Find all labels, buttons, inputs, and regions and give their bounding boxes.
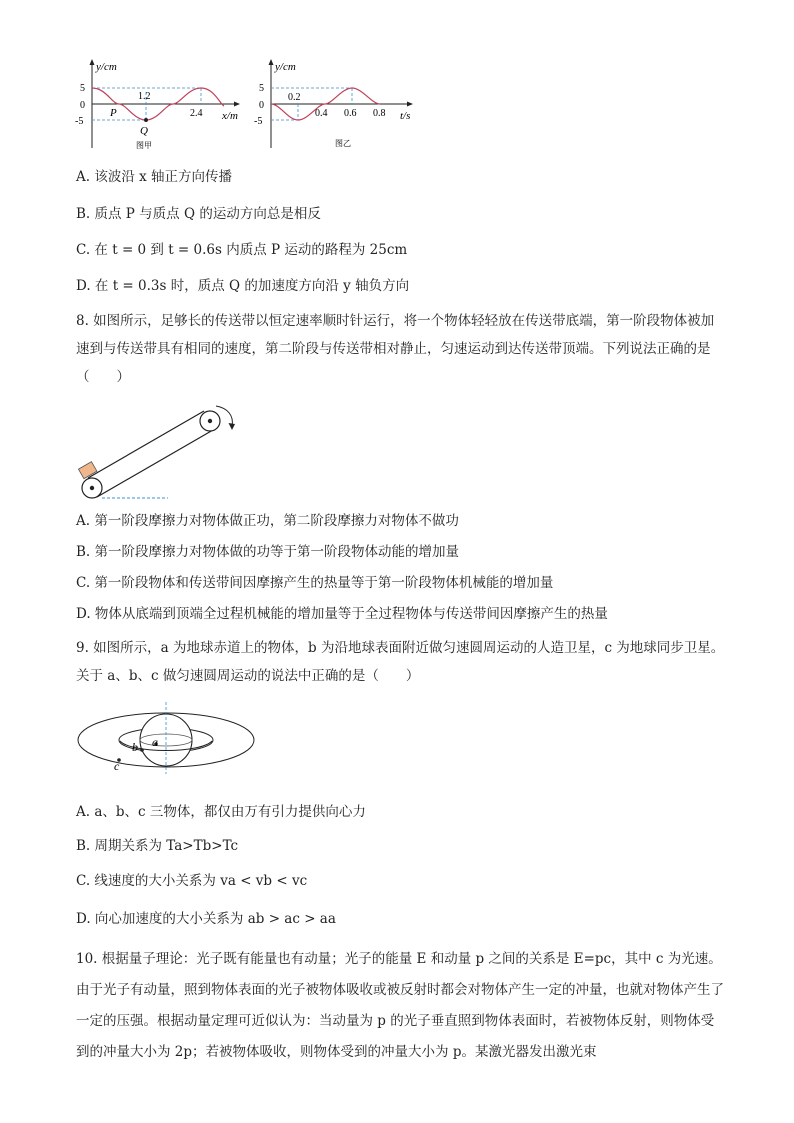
q9-option-c: C. 线速度的大小关系为 va < vb < vc [76, 873, 308, 889]
tick-5: 5 [80, 83, 85, 94]
tick-0-8: 0.8 [373, 108, 386, 119]
wave-graph-jia [72, 56, 252, 156]
y-axis-label: y/cm [96, 61, 117, 73]
point-q-label: Q [140, 125, 148, 137]
q10-stem: 10. 根据量子理论：光子既有能量也有动量；光子的能量 E 和动量 p 之间的关系是 E=pc，其中 c 为光速。由于光子有动量，照到物体表面的光子被物体吸收或被反射时都会对物体产生一定的冲量，也就对物体产生了一定的压强。根据动量定理可近似认为：当动量为 p 的光子垂直照到物体表面时，若被物体反射，则物体受到的冲量大小为 2p；若被物体吸收，则物体受到的冲量大小为 p。某激光器发出激光束 [76, 951, 724, 1060]
q9-option-d: D. 向心加速度的大小关系为 ab > ac > aa [76, 911, 336, 927]
q8-option-a: A. 第一阶段摩擦力对物体做正功，第二阶段摩擦力对物体不做功 [76, 513, 459, 529]
point-q-dot [144, 118, 148, 122]
tick-0-2: 0.2 [288, 92, 301, 103]
tick-0: 0 [259, 100, 264, 111]
tick-0: 0 [80, 100, 85, 111]
tick-0-6: 0.6 [344, 108, 357, 119]
conveyor-belt-diagram [76, 400, 246, 505]
figure-caption-jia: 图甲 [136, 141, 152, 150]
q7-option-b: B. 质点 P 与质点 Q 的运动方向总是相反 [76, 206, 321, 222]
t-axis-label: t/s [400, 110, 411, 122]
tick-1-2: 1.2 [138, 91, 151, 102]
tick-neg5: -5 [75, 116, 84, 127]
label-c: c [114, 759, 120, 773]
q9-option-a: A. a、b、c 三物体，都仅由万有引力提供向心力 [76, 804, 366, 820]
q9-option-b: B. 周期关系为 Ta>Tb>Tc [76, 838, 239, 854]
tick-5: 5 [259, 83, 264, 94]
q8-option-d: D. 物体从底端到顶端全过程机械能的增加量等于全过程物体与传送带间因摩擦产生的热量 [76, 606, 608, 622]
q8-stem: 8. 如图所示，足够长的传送带以恒定速率顺时针运行，将一个物体轻轻放在传送带底端，第一阶段物体被加速到与传送带具有相同的速度，第二阶段与传送带相对静止，匀速运动到达传送带顶端。下列说法正确的是（ ） [76, 313, 715, 385]
tick-0-4: 0.4 [315, 108, 328, 119]
q7-option-d: D. 在 t = 0.3s 时，质点 Q 的加速度方向沿 y 轴负方向 [76, 278, 410, 294]
point-p-label: P [110, 107, 117, 119]
tick-2-4: 2.4 [190, 108, 203, 119]
q7-option-c: C. 在 t = 0 到 t = 0.6s 内质点 P 运动的路程为 25cm [76, 242, 408, 258]
x-axis-label: x/m [222, 110, 238, 122]
label-a: a [152, 735, 158, 749]
block [78, 462, 96, 479]
q8-option-c: C. 第一阶段物体和传送带间因摩擦产生的热量等于第一阶段物体机械能的增加量 [76, 575, 554, 591]
figure-caption-yi: 图乙 [335, 139, 351, 148]
vibration-graph-yi [250, 56, 425, 156]
label-b: b [132, 740, 138, 754]
tick-neg5: -5 [254, 116, 263, 127]
earth-orbits-diagram [76, 700, 256, 775]
y-axis-label: y/cm [275, 61, 296, 73]
q7-option-a: A. 该波沿 x 轴正方向传播 [76, 169, 233, 185]
q8-option-b: B. 第一阶段摩擦力对物体做的功等于第一阶段物体动能的增加量 [76, 544, 460, 560]
q9-stem: 9. 如图所示，a 为地球赤道上的物体，b 为沿地球表面附近做匀速圆周运动的人造卫星，c 为地球同步卫星。关于 a、b、c 做匀速圆周运动的说法中正确的是（ ） [76, 640, 725, 684]
